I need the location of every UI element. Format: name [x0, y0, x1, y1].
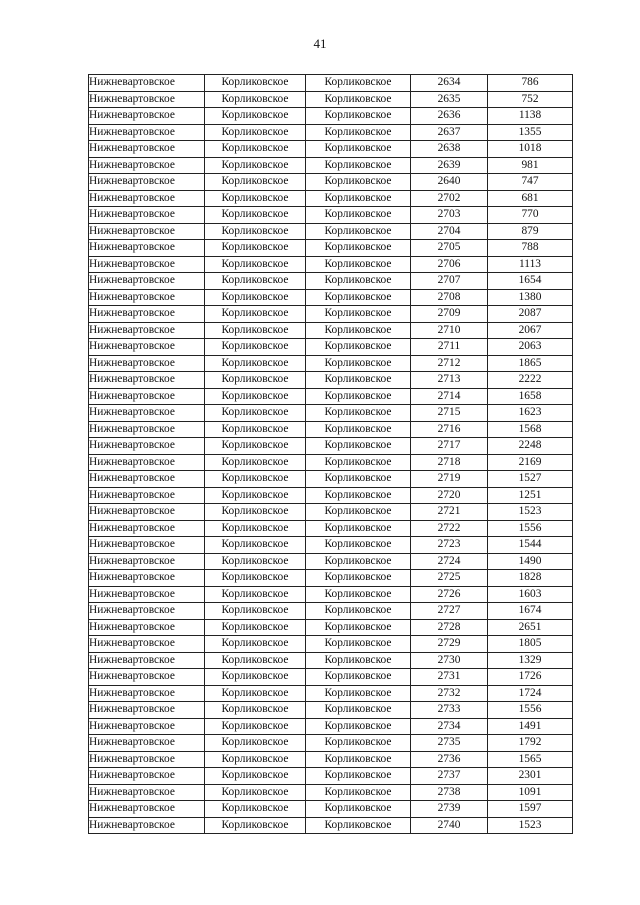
table-row — [89, 570, 573, 587]
table-row — [89, 768, 573, 785]
area-cell: Корликовское — [306, 157, 411, 174]
table-row — [89, 504, 573, 521]
value-cell: 1544 — [488, 537, 573, 554]
field-cell: Корликовское — [205, 421, 306, 438]
table-row — [89, 619, 573, 636]
area-cell: Корликовское — [306, 669, 411, 686]
area-cell: Корликовское — [306, 438, 411, 455]
number-cell: 2737 — [411, 768, 488, 785]
area-cell: Корликовское — [306, 801, 411, 818]
number-cell: 2727 — [411, 603, 488, 620]
value-cell: 981 — [488, 157, 573, 174]
area-cell: Корликовское — [306, 91, 411, 108]
number-cell: 2733 — [411, 702, 488, 719]
field-cell: Корликовское — [205, 817, 306, 834]
value-cell: 2063 — [488, 339, 573, 356]
number-cell: 2734 — [411, 718, 488, 735]
field-cell: Корликовское — [205, 322, 306, 339]
area-cell: Корликовское — [306, 339, 411, 356]
region-cell: Нижневартовское — [89, 487, 205, 504]
number-cell: 2730 — [411, 652, 488, 669]
field-cell: Корликовское — [205, 91, 306, 108]
region-cell: Нижневартовское — [89, 652, 205, 669]
page-number: 41 — [313, 36, 327, 51]
number-cell: 2702 — [411, 190, 488, 207]
area-cell: Корликовское — [306, 124, 411, 141]
number-cell: 2637 — [411, 124, 488, 141]
area-cell: Корликовское — [306, 306, 411, 323]
region-cell: Нижневартовское — [89, 471, 205, 488]
table-row — [89, 669, 573, 686]
value-cell: 1113 — [488, 256, 573, 273]
area-cell: Корликовское — [306, 108, 411, 125]
data-table — [88, 74, 573, 834]
field-cell: Корликовское — [205, 537, 306, 554]
value-cell: 1556 — [488, 702, 573, 719]
value-cell: 1603 — [488, 586, 573, 603]
field-cell: Корликовское — [205, 669, 306, 686]
table-row — [89, 157, 573, 174]
table-row — [89, 438, 573, 455]
number-cell: 2732 — [411, 685, 488, 702]
value-cell: 1251 — [488, 487, 573, 504]
number-cell: 2715 — [411, 405, 488, 422]
region-cell: Нижневартовское — [89, 91, 205, 108]
field-cell: Корликовское — [205, 570, 306, 587]
field-cell: Корликовское — [205, 306, 306, 323]
table-row — [89, 141, 573, 158]
number-cell: 2713 — [411, 372, 488, 389]
value-cell: 1726 — [488, 669, 573, 686]
table-row — [89, 256, 573, 273]
region-cell: Нижневартовское — [89, 174, 205, 191]
area-cell: Корликовское — [306, 537, 411, 554]
value-cell: 2222 — [488, 372, 573, 389]
field-cell: Корликовское — [205, 372, 306, 389]
number-cell: 2726 — [411, 586, 488, 603]
number-cell: 2724 — [411, 553, 488, 570]
field-cell: Корликовское — [205, 619, 306, 636]
area-cell: Корликовское — [306, 141, 411, 158]
region-cell: Нижневартовское — [89, 504, 205, 521]
table-row — [89, 372, 573, 389]
table-row — [89, 223, 573, 240]
value-cell: 747 — [488, 174, 573, 191]
region-cell: Нижневартовское — [89, 520, 205, 537]
value-cell: 1565 — [488, 751, 573, 768]
region-cell: Нижневартовское — [89, 207, 205, 224]
value-cell: 1527 — [488, 471, 573, 488]
region-cell: Нижневартовское — [89, 75, 205, 92]
table-row — [89, 636, 573, 653]
table-row — [89, 388, 573, 405]
table-row — [89, 702, 573, 719]
area-cell: Корликовское — [306, 322, 411, 339]
table-row — [89, 685, 573, 702]
table-row — [89, 273, 573, 290]
number-cell: 2636 — [411, 108, 488, 125]
field-cell: Корликовское — [205, 487, 306, 504]
table-row — [89, 306, 573, 323]
region-cell: Нижневартовское — [89, 685, 205, 702]
value-cell: 1724 — [488, 685, 573, 702]
area-cell: Корликовское — [306, 207, 411, 224]
field-cell: Корликовское — [205, 702, 306, 719]
region-cell: Нижневартовское — [89, 273, 205, 290]
number-cell: 2714 — [411, 388, 488, 405]
value-cell: 1523 — [488, 504, 573, 521]
area-cell: Корликовское — [306, 421, 411, 438]
value-cell: 879 — [488, 223, 573, 240]
value-cell: 1658 — [488, 388, 573, 405]
area-cell: Корликовское — [306, 768, 411, 785]
field-cell: Корликовское — [205, 784, 306, 801]
region-cell: Нижневартовское — [89, 372, 205, 389]
number-cell: 2731 — [411, 669, 488, 686]
table-row — [89, 124, 573, 141]
area-cell: Корликовское — [306, 471, 411, 488]
field-cell: Корликовское — [205, 174, 306, 191]
field-cell: Корликовское — [205, 207, 306, 224]
field-cell: Корликовское — [205, 520, 306, 537]
number-cell: 2703 — [411, 207, 488, 224]
area-cell: Корликовское — [306, 735, 411, 752]
field-cell: Корликовское — [205, 685, 306, 702]
number-cell: 2640 — [411, 174, 488, 191]
area-cell: Корликовское — [306, 174, 411, 191]
table-row — [89, 339, 573, 356]
region-cell: Нижневартовское — [89, 190, 205, 207]
region-cell: Нижневартовское — [89, 339, 205, 356]
field-cell: Корликовское — [205, 471, 306, 488]
value-cell: 786 — [488, 75, 573, 92]
field-cell: Корликовское — [205, 636, 306, 653]
table-row — [89, 553, 573, 570]
number-cell: 2717 — [411, 438, 488, 455]
field-cell: Корликовское — [205, 124, 306, 141]
value-cell: 1355 — [488, 124, 573, 141]
number-cell: 2708 — [411, 289, 488, 306]
value-cell: 1792 — [488, 735, 573, 752]
value-cell: 1491 — [488, 718, 573, 735]
field-cell: Корликовское — [205, 735, 306, 752]
field-cell: Корликовское — [205, 438, 306, 455]
field-cell: Корликовское — [205, 273, 306, 290]
area-cell: Корликовское — [306, 372, 411, 389]
area-cell: Корликовское — [306, 504, 411, 521]
field-cell: Корликовское — [205, 751, 306, 768]
region-cell: Нижневартовское — [89, 718, 205, 735]
table-row — [89, 487, 573, 504]
field-cell: Корликовское — [205, 553, 306, 570]
table-row — [89, 537, 573, 554]
area-cell: Корликовское — [306, 289, 411, 306]
number-cell: 2712 — [411, 355, 488, 372]
area-cell: Корликовское — [306, 190, 411, 207]
value-cell: 1865 — [488, 355, 573, 372]
number-cell: 2710 — [411, 322, 488, 339]
region-cell: Нижневартовское — [89, 553, 205, 570]
area-cell: Корликовское — [306, 405, 411, 422]
table-row — [89, 421, 573, 438]
field-cell: Корликовское — [205, 223, 306, 240]
field-cell: Корликовское — [205, 603, 306, 620]
field-cell: Корликовское — [205, 355, 306, 372]
area-cell: Корликовское — [306, 75, 411, 92]
region-cell: Нижневартовское — [89, 289, 205, 306]
region-cell: Нижневартовское — [89, 735, 205, 752]
value-cell: 1805 — [488, 636, 573, 653]
table-row — [89, 801, 573, 818]
table-row — [89, 735, 573, 752]
area-cell: Корликовское — [306, 702, 411, 719]
value-cell: 2651 — [488, 619, 573, 636]
value-cell: 770 — [488, 207, 573, 224]
number-cell: 2634 — [411, 75, 488, 92]
area-cell: Корликовское — [306, 784, 411, 801]
value-cell: 1556 — [488, 520, 573, 537]
area-cell: Корликовское — [306, 586, 411, 603]
area-cell: Корликовское — [306, 817, 411, 834]
value-cell: 1568 — [488, 421, 573, 438]
field-cell: Корликовское — [205, 768, 306, 785]
number-cell: 2709 — [411, 306, 488, 323]
table-row — [89, 174, 573, 191]
value-cell: 1490 — [488, 553, 573, 570]
field-cell: Корликовское — [205, 240, 306, 257]
area-cell: Корликовское — [306, 273, 411, 290]
number-cell: 2735 — [411, 735, 488, 752]
region-cell: Нижневартовское — [89, 157, 205, 174]
table-row — [89, 108, 573, 125]
value-cell: 1138 — [488, 108, 573, 125]
field-cell: Корликовское — [205, 718, 306, 735]
area-cell: Корликовское — [306, 454, 411, 471]
field-cell: Корликовское — [205, 108, 306, 125]
field-cell: Корликовское — [205, 339, 306, 356]
region-cell: Нижневартовское — [89, 801, 205, 818]
table-row — [89, 751, 573, 768]
table-row — [89, 405, 573, 422]
region-cell: Нижневартовское — [89, 438, 205, 455]
number-cell: 2739 — [411, 801, 488, 818]
field-cell: Корликовское — [205, 801, 306, 818]
value-cell: 1597 — [488, 801, 573, 818]
number-cell: 2719 — [411, 471, 488, 488]
number-cell: 2705 — [411, 240, 488, 257]
value-cell: 681 — [488, 190, 573, 207]
field-cell: Корликовское — [205, 289, 306, 306]
field-cell: Корликовское — [205, 504, 306, 521]
number-cell: 2740 — [411, 817, 488, 834]
area-cell: Корликовское — [306, 388, 411, 405]
number-cell: 2736 — [411, 751, 488, 768]
area-cell: Корликовское — [306, 256, 411, 273]
number-cell: 2728 — [411, 619, 488, 636]
value-cell: 752 — [488, 91, 573, 108]
region-cell: Нижневартовское — [89, 570, 205, 587]
area-cell: Корликовское — [306, 355, 411, 372]
table-row — [89, 454, 573, 471]
region-cell: Нижневартовское — [89, 355, 205, 372]
table-row — [89, 784, 573, 801]
number-cell: 2638 — [411, 141, 488, 158]
number-cell: 2723 — [411, 537, 488, 554]
region-cell: Нижневартовское — [89, 124, 205, 141]
region-cell: Нижневартовское — [89, 405, 205, 422]
number-cell: 2718 — [411, 454, 488, 471]
field-cell: Корликовское — [205, 141, 306, 158]
region-cell: Нижневартовское — [89, 751, 205, 768]
value-cell: 1523 — [488, 817, 573, 834]
value-cell: 1623 — [488, 405, 573, 422]
number-cell: 2707 — [411, 273, 488, 290]
number-cell: 2722 — [411, 520, 488, 537]
table-row — [89, 520, 573, 537]
field-cell: Корликовское — [205, 388, 306, 405]
region-cell: Нижневартовское — [89, 603, 205, 620]
number-cell: 2639 — [411, 157, 488, 174]
field-cell: Корликовское — [205, 586, 306, 603]
area-cell: Корликовское — [306, 520, 411, 537]
number-cell: 2716 — [411, 421, 488, 438]
region-cell: Нижневартовское — [89, 240, 205, 257]
area-cell: Корликовское — [306, 619, 411, 636]
value-cell: 2301 — [488, 768, 573, 785]
field-cell: Корликовское — [205, 256, 306, 273]
table-row — [89, 355, 573, 372]
area-cell: Корликовское — [306, 570, 411, 587]
field-cell: Корликовское — [205, 454, 306, 471]
area-cell: Корликовское — [306, 636, 411, 653]
value-cell: 1654 — [488, 273, 573, 290]
value-cell: 1380 — [488, 289, 573, 306]
table-row — [89, 240, 573, 257]
area-cell: Корликовское — [306, 652, 411, 669]
table-row — [89, 817, 573, 834]
number-cell: 2725 — [411, 570, 488, 587]
region-cell: Нижневартовское — [89, 454, 205, 471]
table-row — [89, 718, 573, 735]
region-cell: Нижневартовское — [89, 817, 205, 834]
region-cell: Нижневартовское — [89, 768, 205, 785]
field-cell: Корликовское — [205, 190, 306, 207]
table-row — [89, 471, 573, 488]
area-cell: Корликовское — [306, 240, 411, 257]
table-row — [89, 91, 573, 108]
value-cell: 1091 — [488, 784, 573, 801]
field-cell: Корликовское — [205, 157, 306, 174]
area-cell: Корликовское — [306, 223, 411, 240]
region-cell: Нижневартовское — [89, 141, 205, 158]
area-cell: Корликовское — [306, 603, 411, 620]
number-cell: 2721 — [411, 504, 488, 521]
number-cell: 2729 — [411, 636, 488, 653]
region-cell: Нижневартовское — [89, 586, 205, 603]
value-cell: 788 — [488, 240, 573, 257]
number-cell: 2704 — [411, 223, 488, 240]
table-row — [89, 652, 573, 669]
number-cell: 2720 — [411, 487, 488, 504]
field-cell: Корликовское — [205, 405, 306, 422]
value-cell: 2087 — [488, 306, 573, 323]
region-cell: Нижневартовское — [89, 619, 205, 636]
area-cell: Корликовское — [306, 751, 411, 768]
region-cell: Нижневартовское — [89, 636, 205, 653]
value-cell: 1828 — [488, 570, 573, 587]
table-row — [89, 603, 573, 620]
table-row — [89, 586, 573, 603]
value-cell: 1674 — [488, 603, 573, 620]
field-cell: Корликовское — [205, 652, 306, 669]
region-cell: Нижневартовское — [89, 669, 205, 686]
table-row — [89, 207, 573, 224]
region-cell: Нижневартовское — [89, 322, 205, 339]
number-cell: 2711 — [411, 339, 488, 356]
value-cell: 2169 — [488, 454, 573, 471]
table-row — [89, 322, 573, 339]
table-body — [89, 75, 573, 834]
number-cell: 2706 — [411, 256, 488, 273]
number-cell: 2635 — [411, 91, 488, 108]
region-cell: Нижневартовское — [89, 223, 205, 240]
value-cell: 2067 — [488, 322, 573, 339]
area-cell: Корликовское — [306, 685, 411, 702]
field-cell: Корликовское — [205, 75, 306, 92]
region-cell: Нижневартовское — [89, 421, 205, 438]
area-cell: Корликовское — [306, 487, 411, 504]
area-cell: Корликовское — [306, 718, 411, 735]
number-cell: 2738 — [411, 784, 488, 801]
region-cell: Нижневартовское — [89, 108, 205, 125]
table-row — [89, 75, 573, 92]
table-row — [89, 190, 573, 207]
table-row — [89, 289, 573, 306]
region-cell: Нижневартовское — [89, 306, 205, 323]
value-cell: 1018 — [488, 141, 573, 158]
value-cell: 1329 — [488, 652, 573, 669]
region-cell: Нижневартовское — [89, 702, 205, 719]
value-cell: 2248 — [488, 438, 573, 455]
region-cell: Нижневартовское — [89, 388, 205, 405]
area-cell: Корликовское — [306, 553, 411, 570]
region-cell: Нижневартовское — [89, 256, 205, 273]
region-cell: Нижневартовское — [89, 537, 205, 554]
region-cell: Нижневартовское — [89, 784, 205, 801]
